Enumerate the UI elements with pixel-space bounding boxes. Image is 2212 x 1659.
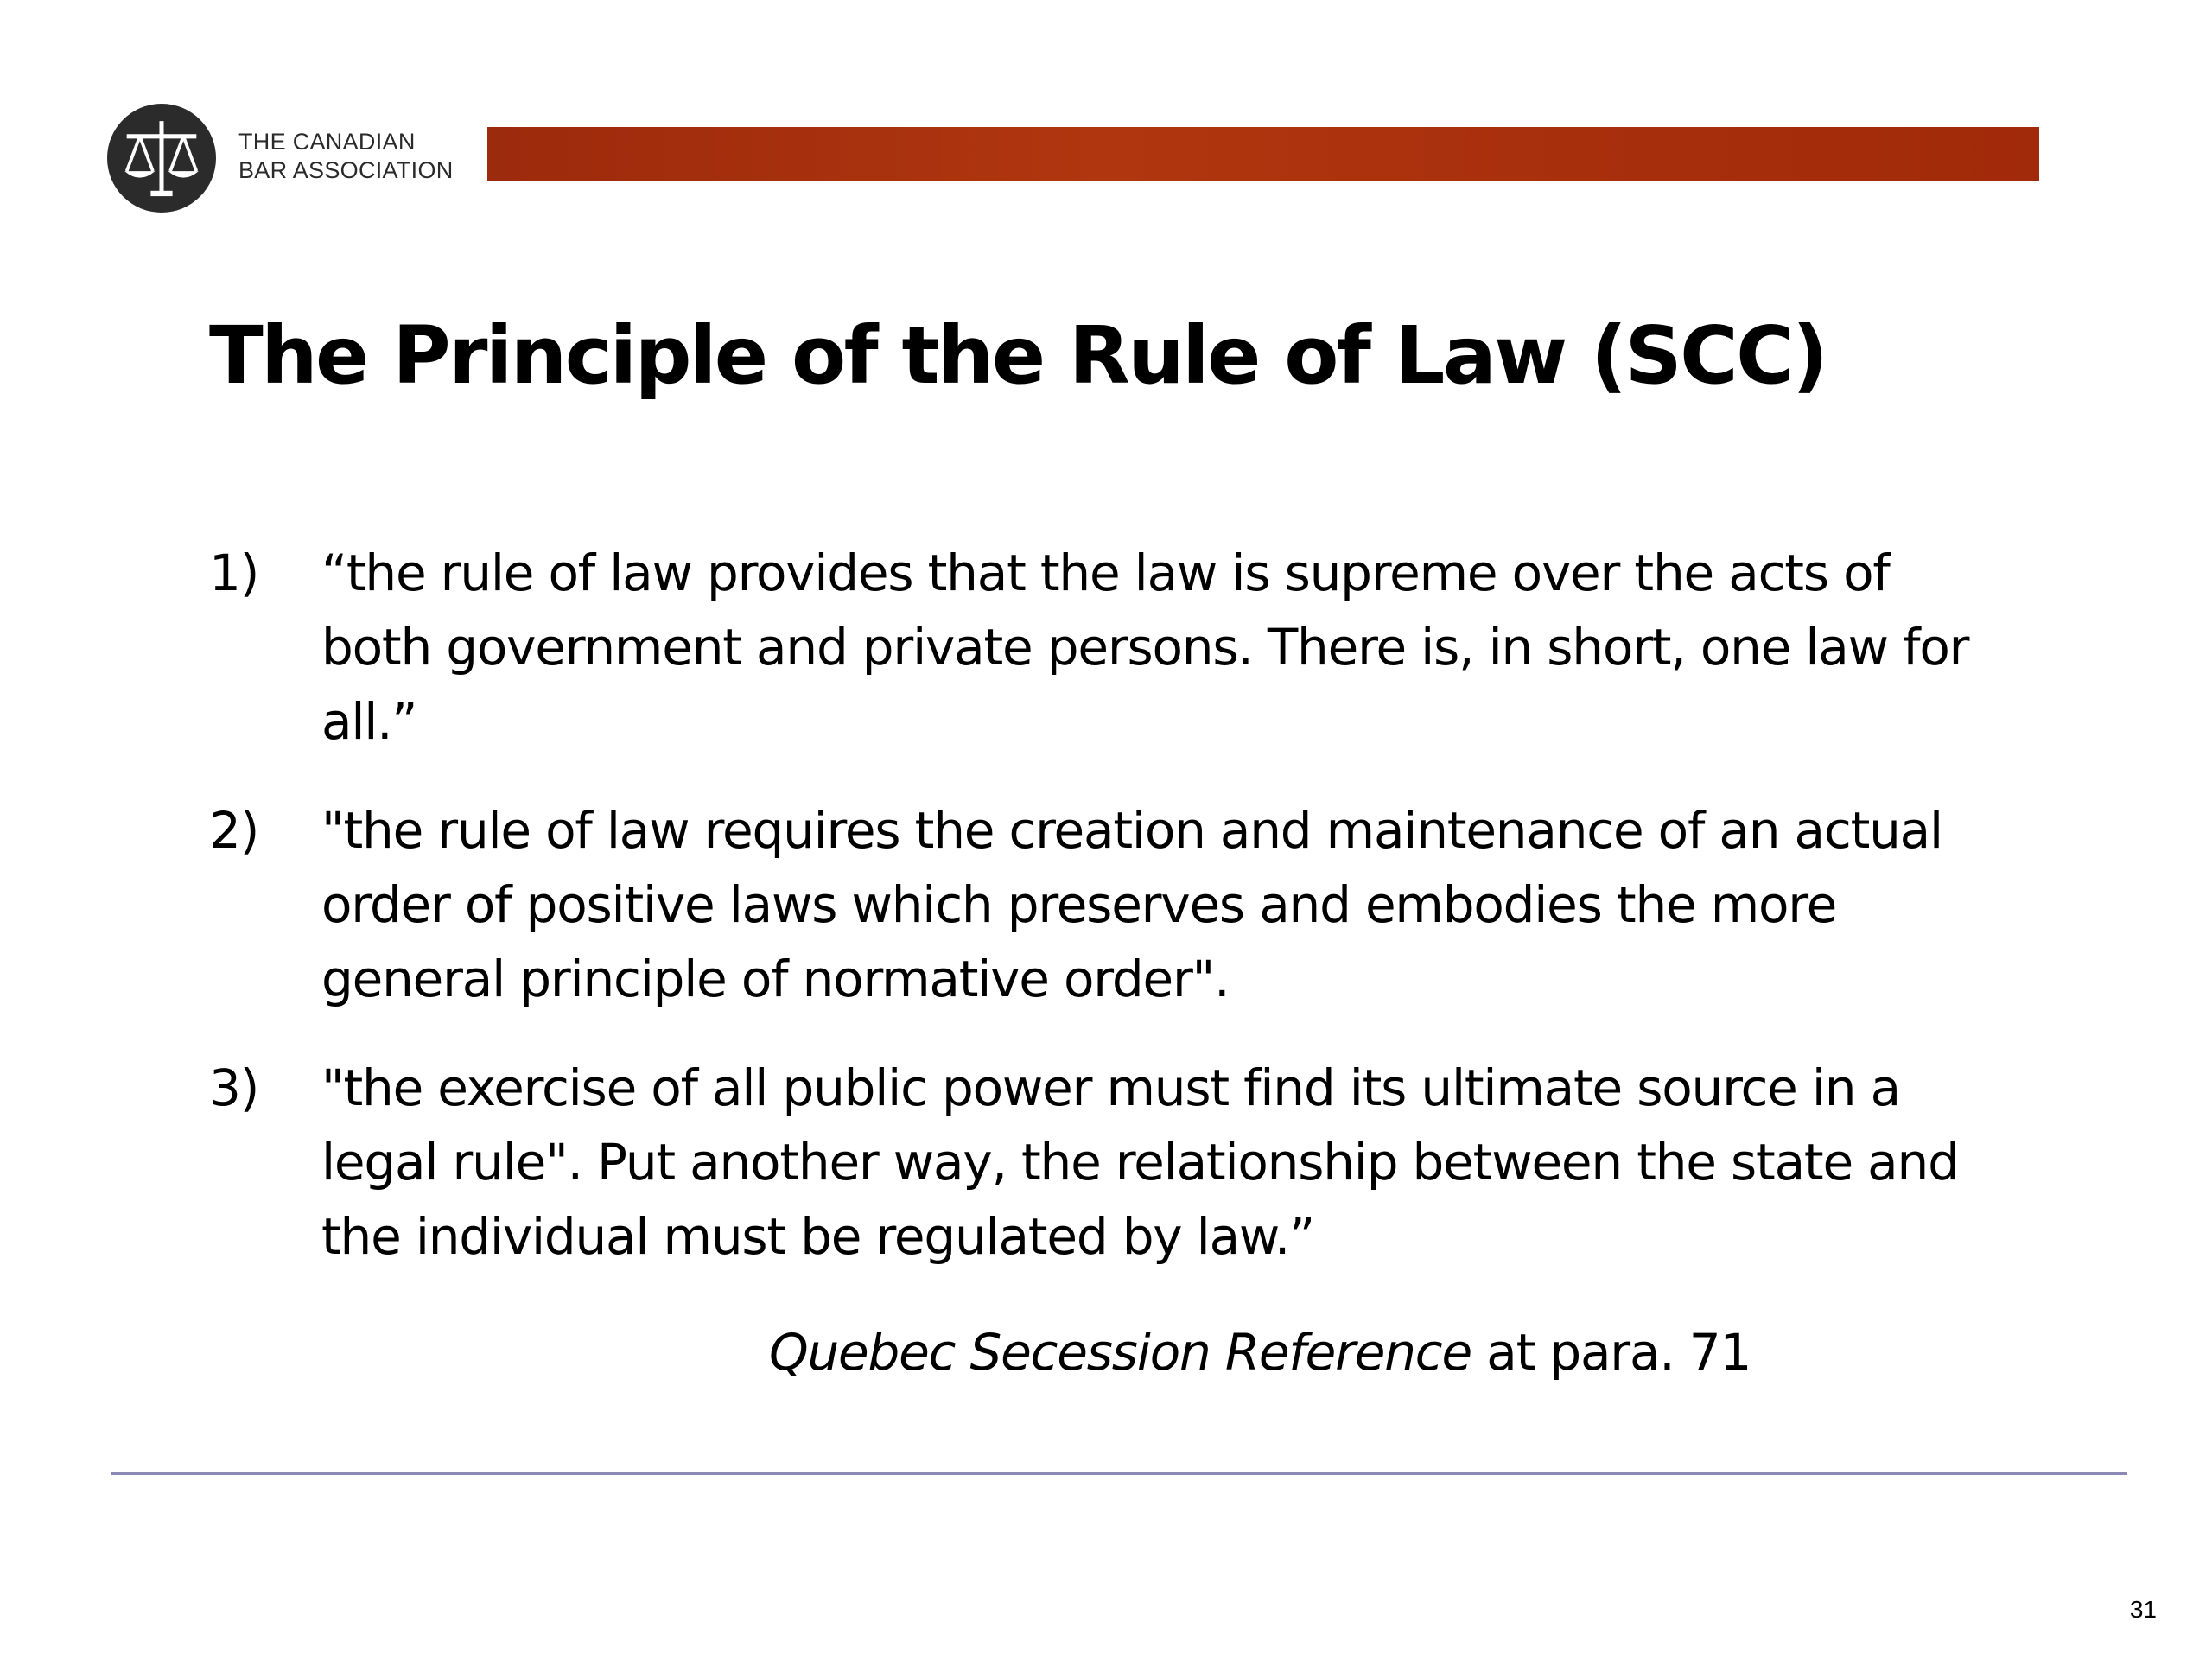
list-item: [209, 536, 1989, 759]
header-accent-bar: [487, 127, 2039, 181]
organization-name-line2: BAR ASSOCIATION: [238, 157, 454, 183]
slide-header: [107, 104, 2039, 216]
page-number: 31: [2129, 1596, 2157, 1623]
case-name: Quebec Secession Reference: [769, 1323, 1471, 1382]
list-item-text: "the rule of law requires the creation and maintenance of an actual order of positive laws which preserves and embodies the more general principle of normative order".: [321, 801, 1942, 1008]
quote-list: [209, 536, 1989, 1308]
case-pinpoint: at para. 71: [1471, 1323, 1751, 1382]
list-item-number: 1): [209, 543, 259, 602]
list-item-text: "the exercise of all public power must find its ultimate source in a legal rule". Put another way, the relationship between the state and the individual must be regulated by law.”: [321, 1058, 1959, 1266]
list-item: [209, 1051, 1989, 1274]
scales-of-justice-icon: [107, 104, 216, 213]
list-item: [209, 793, 1989, 1016]
case-citation: [769, 1315, 1751, 1389]
organization-name: [238, 128, 454, 185]
list-item-text: “the rule of law provides that the law is supreme over the acts of both government and private persons. There is, in short, one law for all.”: [321, 543, 1969, 751]
slide-title: The Principle of the Rule of Law (SCC): [209, 309, 1827, 402]
list-item-number: 2): [209, 801, 259, 860]
footer-divider: [111, 1472, 2127, 1475]
organization-name-line1: THE CANADIAN: [238, 129, 416, 155]
list-item-number: 3): [209, 1058, 259, 1117]
